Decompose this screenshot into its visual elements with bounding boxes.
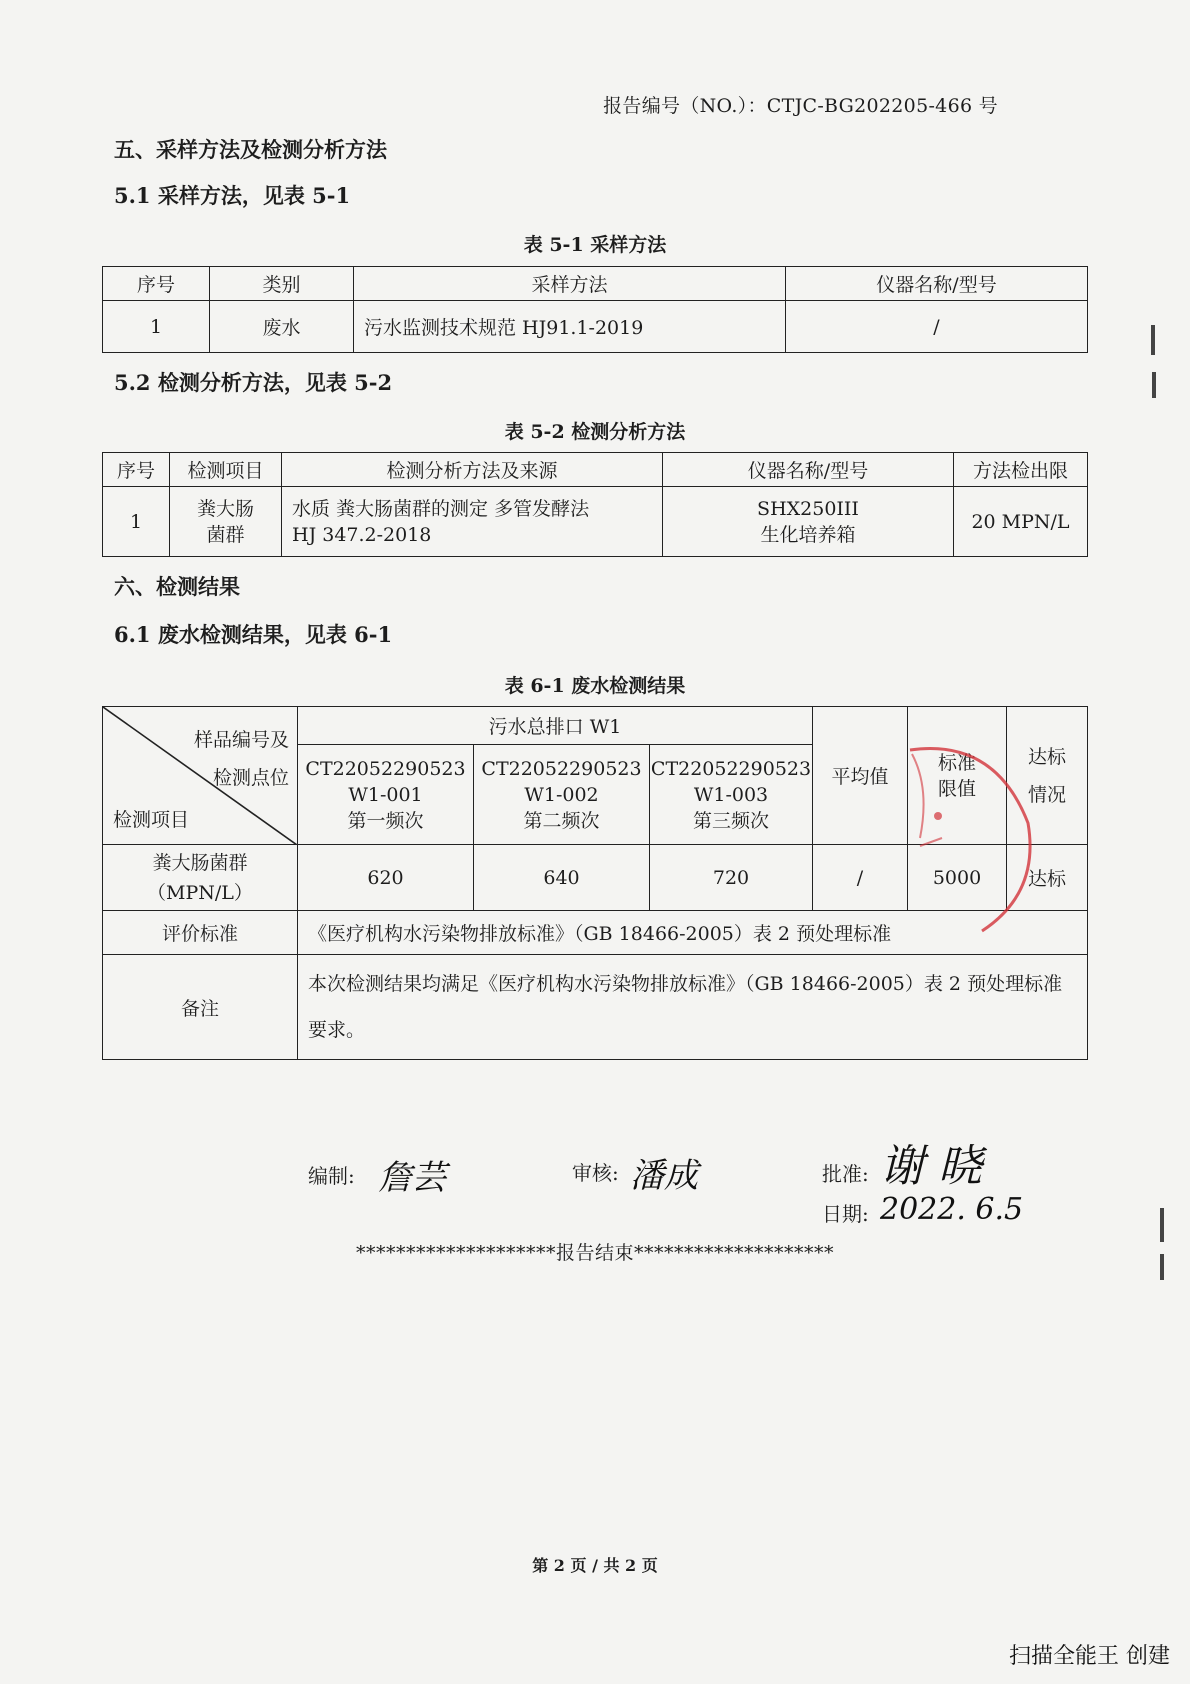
sample-code: W1-001 bbox=[348, 783, 423, 806]
section6-title: 六、检测结果 bbox=[114, 574, 240, 599]
scan-edge-mark bbox=[1160, 1208, 1164, 1242]
table-header: 检测项目 bbox=[170, 453, 282, 487]
pass-line: 情况 bbox=[1027, 783, 1066, 806]
table-cell: 1 bbox=[103, 301, 210, 353]
scan-edge-mark bbox=[1160, 1254, 1164, 1280]
sample-header bbox=[474, 745, 650, 845]
criteria-text: 《医疗机构水污染物排放标准》（GB 18466-2005）表 2 预处理标准 bbox=[298, 911, 1088, 955]
instrument-line: SHX250III bbox=[757, 497, 859, 520]
analysis-method-table bbox=[102, 452, 1088, 557]
remark-text: 本次检测结果均满足《医疗机构水污染物排放标准》（GB 18466-2005）表 2 预处理标准要求。 bbox=[298, 955, 1088, 1060]
sample-header bbox=[650, 745, 813, 845]
remark-label: 备注 bbox=[103, 955, 298, 1060]
compile-signature: 詹芸 bbox=[378, 1158, 446, 1198]
sample-code: W1-002 bbox=[524, 783, 599, 806]
review-label: 审核: bbox=[572, 1161, 619, 1185]
date-value: 2022. 6.5 bbox=[880, 1192, 1024, 1227]
table52-caption: 表 5-2 检测分析方法 bbox=[504, 421, 686, 443]
table-header: 方法检出限 bbox=[954, 453, 1088, 487]
table-cell: / bbox=[786, 301, 1088, 353]
table-cell bbox=[170, 487, 282, 557]
table-header: 仪器名称/型号 bbox=[786, 267, 1088, 301]
item-line: 粪大肠菌群 bbox=[152, 851, 248, 874]
approve-signature: 谢 晓 bbox=[880, 1141, 982, 1192]
sample-header bbox=[298, 745, 474, 845]
table-header: 类别 bbox=[210, 267, 354, 301]
instrument-line: 生化培养箱 bbox=[760, 523, 856, 546]
compile-label: 编制: bbox=[308, 1164, 355, 1188]
sampling-method-table bbox=[102, 266, 1088, 353]
table-cell bbox=[663, 487, 954, 557]
value-cell: 720 bbox=[650, 845, 813, 911]
table-header: 检测分析方法及来源 bbox=[282, 453, 663, 487]
section52-title: 5.2 检测分析方法，见表 5-2 bbox=[114, 370, 393, 395]
limit-cell: 5000 bbox=[908, 845, 1007, 911]
table-header: 仪器名称/型号 bbox=[663, 453, 954, 487]
sample-freq: 第三频次 bbox=[692, 809, 769, 832]
approve-label: 批准: bbox=[822, 1162, 869, 1186]
corner-label-mid: 检测点位 bbox=[212, 767, 289, 789]
section61-title: 6.1 废水检测结果，见表 6-1 bbox=[114, 622, 393, 647]
value-cell: 640 bbox=[474, 845, 650, 911]
item-line: 菌群 bbox=[206, 523, 245, 546]
sample-id: CT22052290523 bbox=[305, 757, 466, 780]
scan-edge-mark bbox=[1151, 325, 1155, 355]
report-number: 报告编号（NO.）：CTJC-BG202205-466 号 bbox=[603, 95, 998, 117]
section51-title: 5.1 采样方法，见表 5-1 bbox=[114, 183, 351, 208]
item-cell bbox=[103, 845, 298, 911]
item-line: （MPN/L） bbox=[147, 881, 253, 904]
corner-label-bottom: 检测项目 bbox=[113, 809, 190, 831]
sample-code: W1-003 bbox=[693, 783, 769, 806]
criteria-label: 评价标准 bbox=[103, 911, 298, 955]
pass-header bbox=[1007, 707, 1088, 845]
avg-cell: / bbox=[813, 845, 908, 911]
point-header: 污水总排口 W1 bbox=[298, 707, 813, 745]
avg-header: 平均值 bbox=[813, 707, 908, 845]
sample-freq: 第二频次 bbox=[523, 809, 600, 832]
table-header: 序号 bbox=[103, 453, 170, 487]
pass-line: 达标 bbox=[1027, 745, 1066, 768]
wastewater-results-table bbox=[102, 706, 1088, 1060]
table-cell: 1 bbox=[103, 487, 170, 557]
date-label: 日期: bbox=[822, 1202, 869, 1226]
scan-edge-mark bbox=[1152, 372, 1156, 398]
std-header bbox=[908, 707, 1007, 845]
table-header: 序号 bbox=[103, 267, 210, 301]
section5-title: 五、采样方法及检测分析方法 bbox=[114, 137, 387, 162]
table-header: 采样方法 bbox=[354, 267, 786, 301]
sample-id: CT22052290523 bbox=[481, 757, 642, 780]
table-corner-cell bbox=[103, 707, 298, 845]
table-cell: 污水监测技术规范 HJ91.1-2019 bbox=[354, 301, 786, 353]
table51-caption: 表 5-1 采样方法 bbox=[523, 234, 667, 256]
corner-label-top: 样品编号及 bbox=[193, 729, 289, 751]
std-line: 限值 bbox=[937, 777, 976, 800]
item-line: 粪大肠 bbox=[196, 497, 254, 520]
table-cell: 废水 bbox=[210, 301, 354, 353]
sample-freq: 第一频次 bbox=[347, 809, 424, 832]
sample-id: CT22052290523 bbox=[650, 757, 812, 780]
method-line: 水质 粪大肠菌群的测定 多管发酵法 bbox=[292, 497, 590, 520]
table61-caption: 表 6-1 废水检测结果 bbox=[504, 675, 686, 697]
table-cell bbox=[282, 487, 663, 557]
page-footer: 第 2 页 / 共 2 页 bbox=[532, 1556, 658, 1575]
value-cell: 620 bbox=[298, 845, 474, 911]
method-line: HJ 347.2-2018 bbox=[292, 523, 432, 546]
table-cell: 20 MPN/L bbox=[954, 487, 1088, 557]
review-signature: 潘成 bbox=[630, 1156, 698, 1196]
scanner-watermark: 扫描全能王 创建 bbox=[1009, 1644, 1170, 1669]
report-end-line: ********************报告结束******************** bbox=[355, 1242, 834, 1264]
status-cell: 达标 bbox=[1007, 845, 1088, 911]
std-line: 标准 bbox=[937, 751, 976, 774]
